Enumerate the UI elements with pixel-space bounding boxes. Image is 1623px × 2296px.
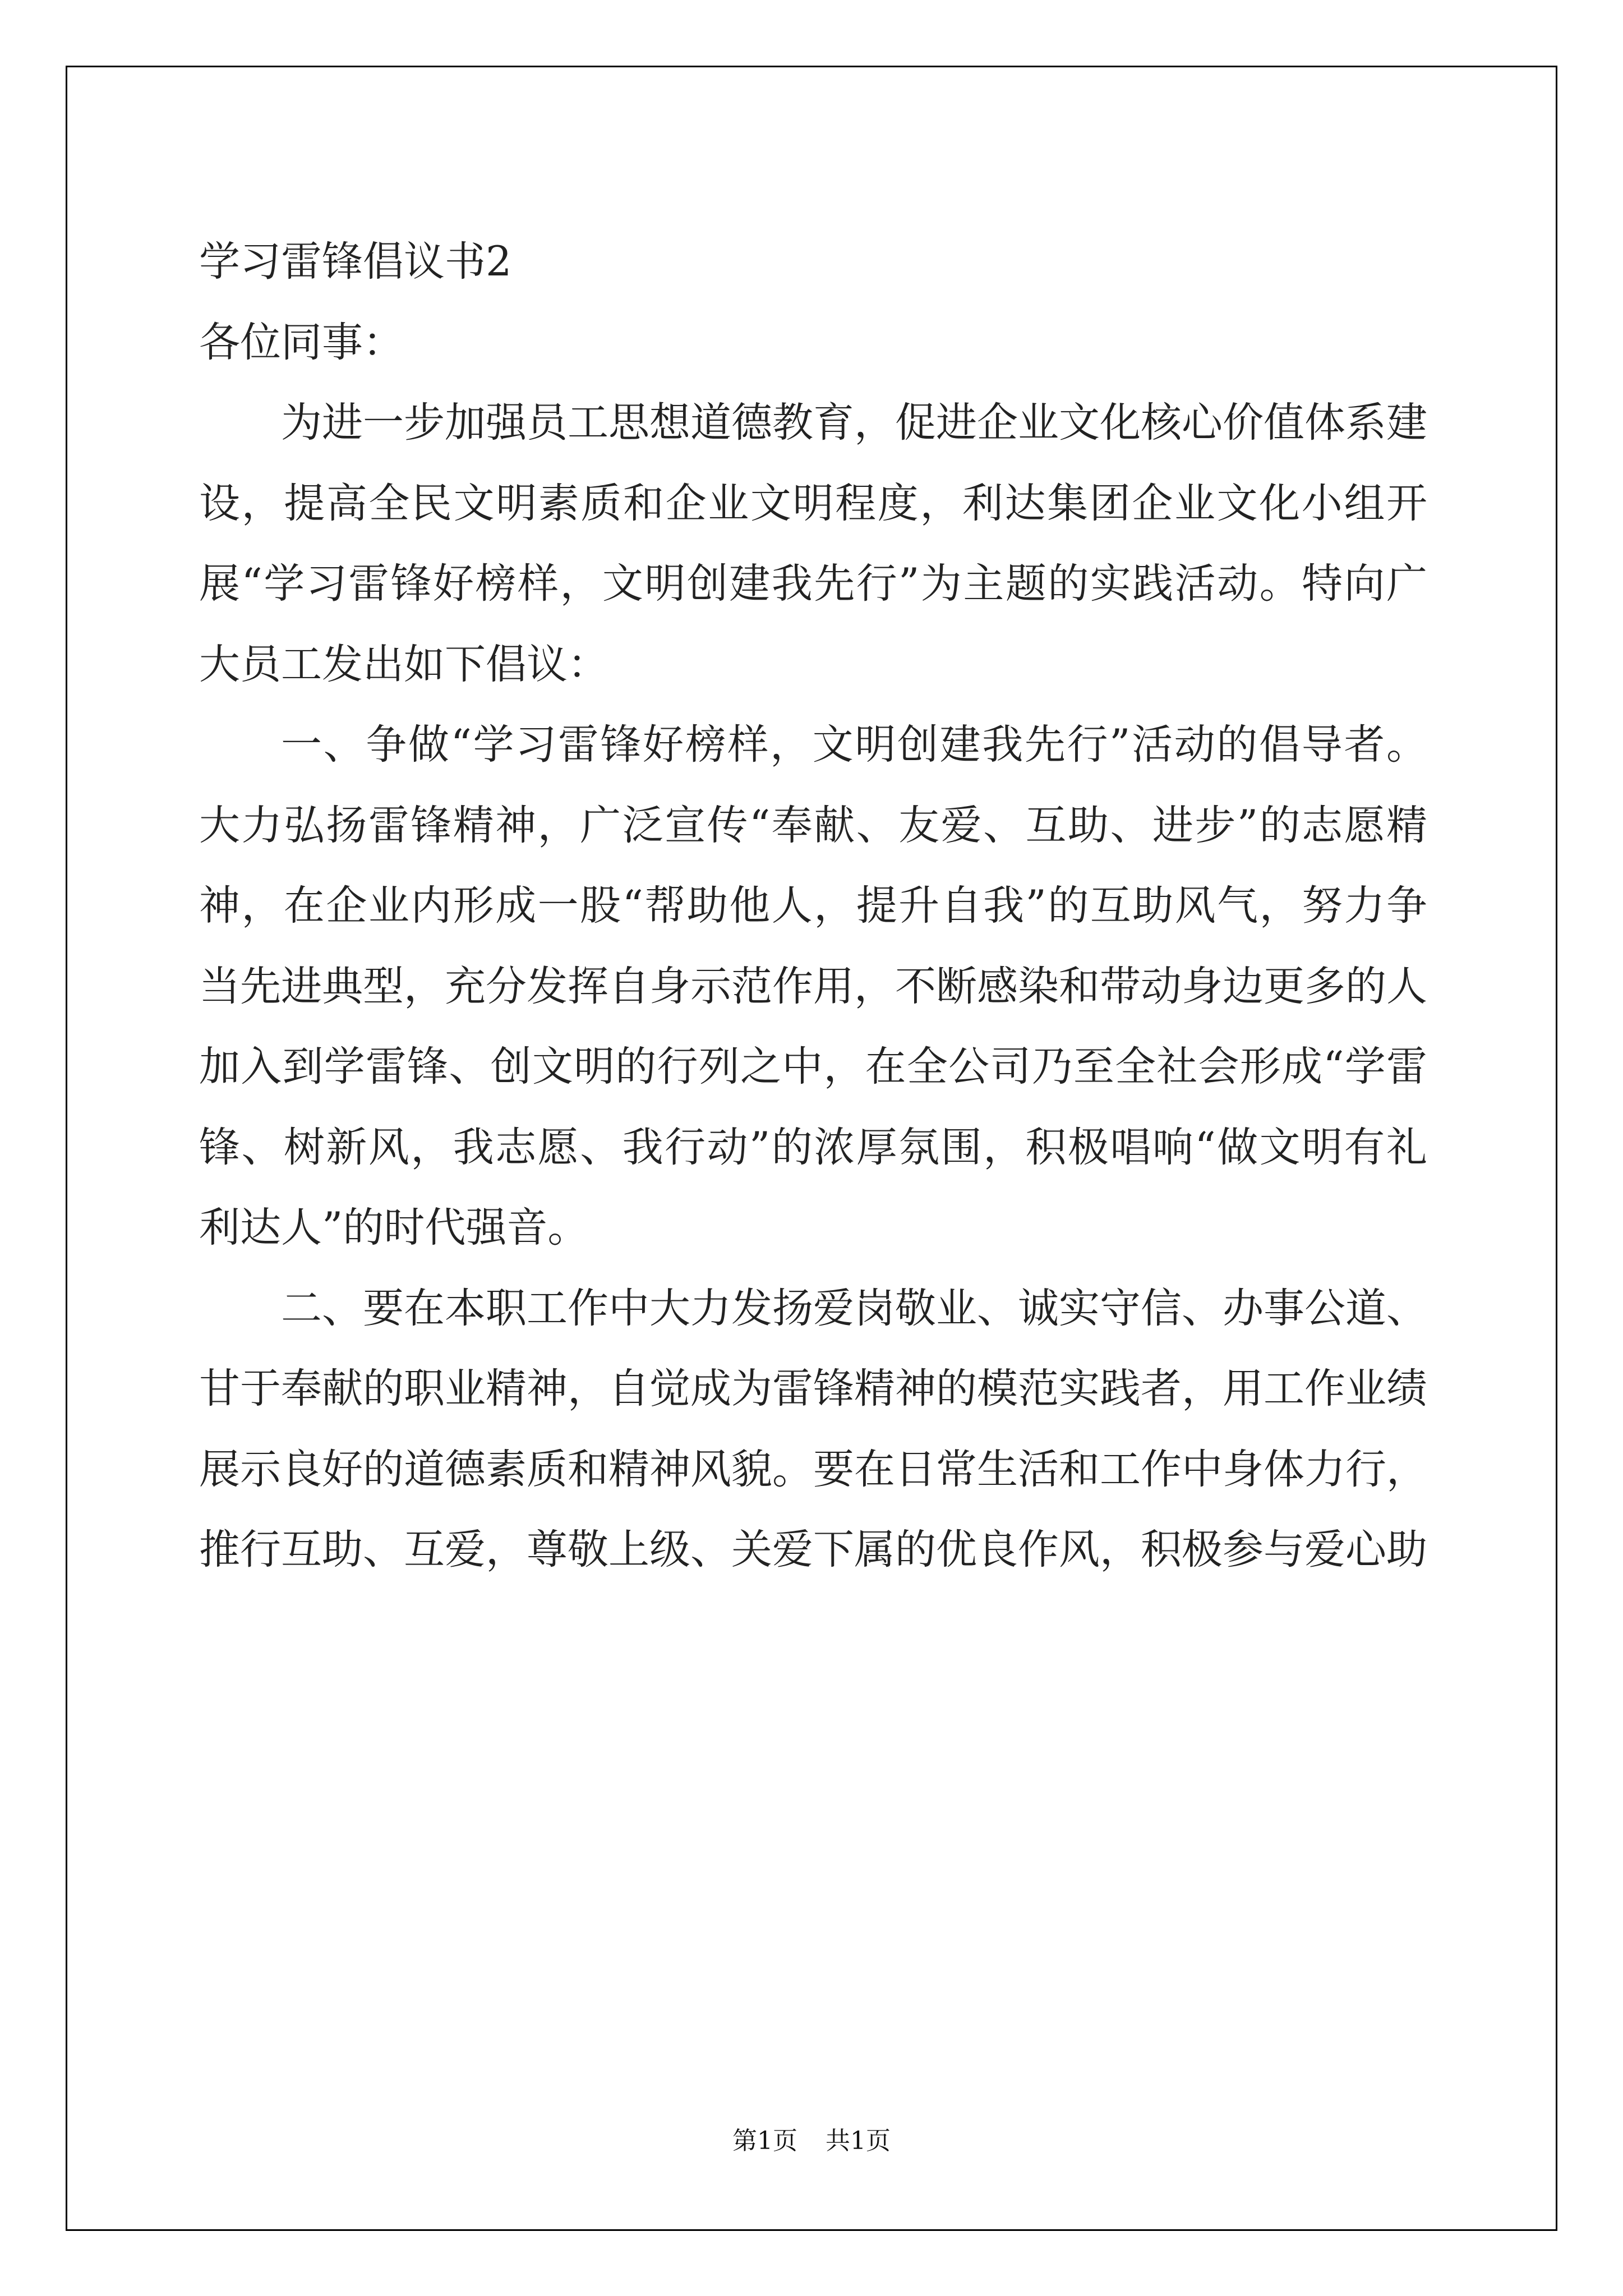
- paragraph-point-two: 二、要在本职工作中大力发扬爱岗敬业、诚实守信、办事公道、甘于奉献的职业精神，自觉成为雷锋精神的模范实践者，用工作业绩展示良好的道德素质和精神风貌。要在日常生活和工作中身体力行，推行互助、互爱，尊敬上级、关爱下属的优良作风，积极参与爱心助: [199, 1284, 1427, 1573]
- document-body: [199, 222, 1427, 1590]
- document-title: 学习雷锋倡议书2: [199, 238, 512, 286]
- paragraph-point-one: 一、争做“学习雷锋好榜样，文明创建我先行”活动的倡导者。大力弘扬雷锋精神，广泛宣传“奉献、友爱、互助、进步”的志愿精神，在企业内形成一股“帮助他人，提升自我”的互助风气，努力争当先进典型，充分发挥自身示范作用，不断感染和带动身边更多的人加入到学雷锋、创文明的行列之中，在全公司乃至全社会形成“学雷锋、树新风，我志愿、我行动”的浓厚氛围，积极唱响“做文明有礼利达人”的时代强音。: [199, 721, 1427, 1251]
- paragraph-intro: 为进一步加强员工思想道德教育，促进企业文化核心价值体系建设，提高全民文明素质和企业文明程度，利达集团企业文化小组开展“学习雷锋好榜样，文明创建我先行”为主题的实践活动。特向广大员工发出如下倡议：: [199, 399, 1427, 688]
- page-number-current: 第1页: [732, 2127, 797, 2155]
- salutation: 各位同事：: [199, 318, 404, 366]
- page-footer: [0, 2120, 1623, 2156]
- page-number-total: 共1页: [826, 2127, 891, 2155]
